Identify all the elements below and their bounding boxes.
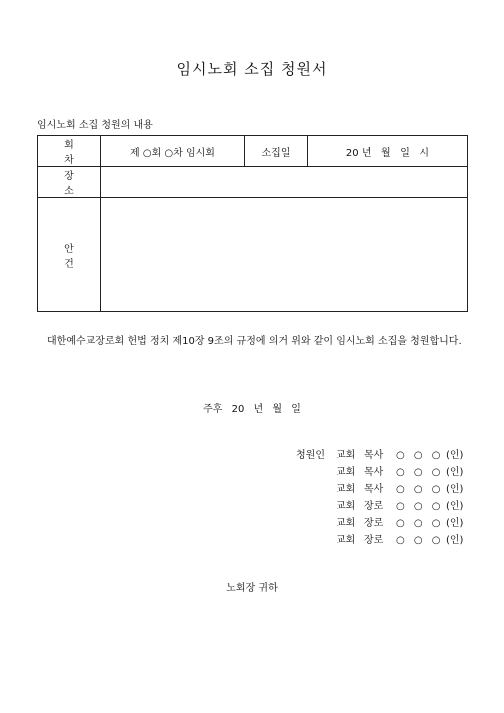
- church-label: 교회: [336, 450, 356, 461]
- seal-mark: (인): [446, 484, 464, 495]
- body-paragraph: 대한예수교장로회 헌법 정치 제10장 9조의 규정에 의거 위와 같이 임시노회 소집을 청원합니다.: [47, 336, 462, 347]
- name-placeholder: ○ ○ ○: [396, 467, 444, 478]
- role-label: 장로: [364, 535, 384, 546]
- convene-date-label: 소집일: [245, 136, 308, 167]
- convene-date-value: 20 년 월 일 시: [308, 136, 468, 167]
- petitioner-row: [296, 480, 466, 495]
- seal-mark: (인): [446, 535, 464, 546]
- name-placeholder: ○ ○ ○: [396, 518, 444, 529]
- document-title: 임시노회 소집 청원서: [176, 60, 328, 78]
- name-placeholder: ○ ○ ○: [396, 484, 444, 495]
- role-label: 목사: [364, 450, 384, 461]
- seal-mark: (인): [446, 467, 464, 478]
- church-label: 교회: [336, 484, 356, 495]
- seal-mark: (인): [446, 518, 464, 529]
- church-label: 교회: [336, 518, 356, 529]
- session-value: 제 ○회 ○차 임시회: [101, 136, 245, 167]
- session-label: 회 차: [38, 136, 101, 167]
- petitioner-row: [296, 531, 466, 546]
- place-label: 장 소: [38, 167, 101, 198]
- role-label: 목사: [364, 467, 384, 478]
- name-placeholder: ○ ○ ○: [396, 450, 444, 461]
- church-label: 교회: [336, 501, 356, 512]
- role-label: 장로: [364, 501, 384, 512]
- church-label: 교회: [336, 467, 356, 478]
- role-label: 장로: [364, 518, 384, 529]
- seal-mark: (인): [446, 501, 464, 512]
- petitioner-row: [296, 446, 466, 461]
- name-placeholder: ○ ○ ○: [396, 501, 444, 512]
- agenda-label: 안 건: [38, 198, 101, 312]
- table-row: [38, 167, 468, 198]
- seal-mark: (인): [446, 450, 464, 461]
- petitioner-row: [296, 463, 466, 478]
- name-placeholder: ○ ○ ○: [396, 535, 444, 546]
- date-line: 주후 20 년 월 일: [203, 404, 301, 415]
- church-label: 교회: [336, 535, 356, 546]
- petition-content-table: [37, 135, 468, 312]
- petitioner-row: [296, 514, 466, 529]
- table-row: [38, 136, 468, 167]
- petitioner-label: 청원인: [296, 450, 325, 461]
- section-subtitle: 임시노회 소집 청원의 내용: [37, 120, 153, 131]
- table-row: [38, 198, 468, 312]
- agenda-value: [101, 198, 468, 312]
- role-label: 목사: [364, 484, 384, 495]
- place-value: [101, 167, 468, 198]
- petitioner-row: [296, 497, 466, 512]
- recipient-line: 노회장 귀하: [226, 583, 278, 594]
